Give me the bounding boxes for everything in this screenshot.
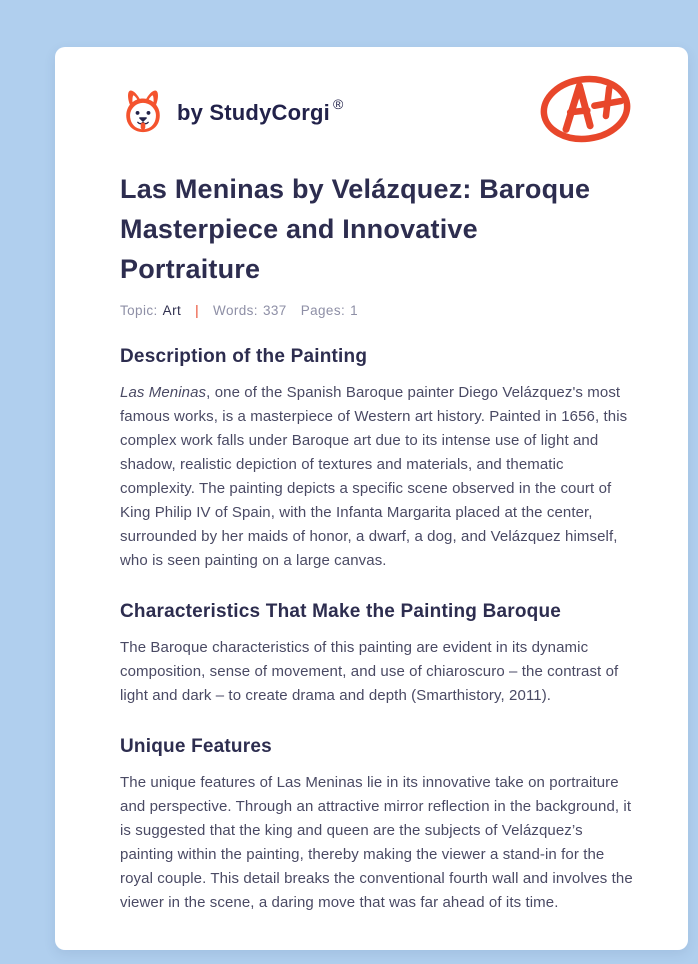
essay-card <box>55 47 688 950</box>
meta-separator: | <box>195 303 200 318</box>
page-title-line: Masterpiece and Innovative <box>120 214 478 244</box>
pages-label: Pages: <box>300 303 346 318</box>
topic-label: Topic: <box>120 303 158 318</box>
card-header <box>120 73 634 153</box>
pages-value: 1 <box>350 303 359 318</box>
section-heading-unique-features: Unique Features <box>120 736 272 757</box>
page-title-line: Portraiture <box>120 254 261 284</box>
section-heading-description: Description of the Painting <box>120 346 368 367</box>
italic-lead: Las Meninas <box>120 384 207 401</box>
section-paragraph-unique-features <box>120 771 634 915</box>
topic-link[interactable]: Art <box>162 303 182 318</box>
paragraph-text: The Baroque characteristics of this painting are evident in its dynamic composition, sense of movement, and use of chiaroscuro – the contrast of light and dark – to create drama and depth (Smarthistory, 2011). <box>120 639 619 704</box>
section-heading-characteristics: Characteristics That Make the Painting Baroque <box>120 601 562 622</box>
corgi-icon <box>120 87 166 140</box>
paragraph-text: , one of the Spanish Baroque painter Diego Velázquez's most famous works, is a masterpiece of Western art history. Painted in 1656, this complex work falls under Baroque art due to its intense use of light and shadow, realistic depiction of textures and materials, and thematic complexity. The painting depicts a specific scene observed in the court of King Philip IV of Spain, with the Infanta Margarita placed at the center, surrounded by her maids of honor, a dwarf, a dog, and Velázquez himself, who is seen painting on a large canvas. <box>120 384 628 569</box>
brand-logo[interactable] <box>120 87 343 140</box>
registered-mark: ® <box>332 96 344 112</box>
brand-text: by StudyCorgi ® <box>177 96 344 125</box>
paragraph-text: The unique features of Las Meninas lie in its innovative take on portraiture and perspective. Through an attractive mirror reflection in the background, it is suggested that the king and queen are the subjects of Velázquez’s painting within the painting, thereby making the viewer a stand-in for the royal couple. This detail breaks the conventional fourth wall and involves the viewer in the scene, a daring move that was far ahead of its time. <box>120 774 633 911</box>
words-value: 337 <box>262 303 287 318</box>
page-title-line: Las Meninas by Velázquez: Baroque <box>120 174 591 204</box>
section-paragraph-characteristics <box>120 636 634 708</box>
a-plus-stamp-icon <box>537 70 634 153</box>
page-title <box>120 169 634 289</box>
section-paragraph-description <box>120 381 634 573</box>
article-meta <box>120 303 634 318</box>
words-label: Words: <box>213 303 258 318</box>
